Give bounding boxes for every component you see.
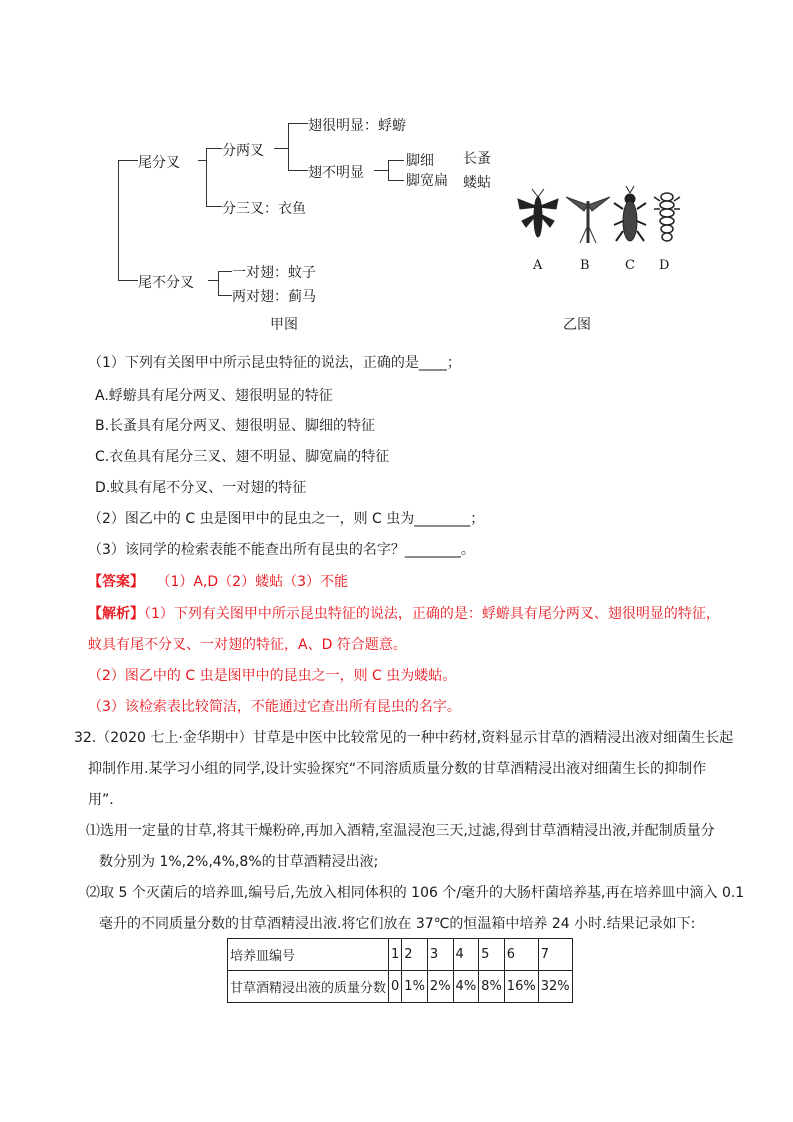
analysis-line-4: （3）该检索表比较简洁，不能通过它查出所有昆虫的名字。 xyxy=(88,699,461,715)
table-cell: 7 xyxy=(538,939,572,971)
analysis-line-1 xyxy=(88,603,720,623)
bracket-line xyxy=(388,160,404,161)
table-cell: 1 xyxy=(389,939,402,971)
table-cell: 0 xyxy=(389,971,402,1003)
key-three-fork: 分三叉：衣鱼 xyxy=(222,201,306,217)
key-result-wide: 蝼蛄 xyxy=(463,175,491,191)
q32-step-2b: 毫升的不同质量分数的甘草酒精浸出液.将它们放在 37℃的恒温箱中培养 24 小时.结果记录如下: xyxy=(99,916,696,932)
bracket-line xyxy=(388,180,404,181)
q32-step-2a: ⑵取 5 个灭菌后的培养皿,编号后,先放入相同体积的 106 个/毫升的大肠杆菌培养基,再在培养皿中滴入 0.1 xyxy=(86,885,745,901)
bracket-line xyxy=(288,170,308,171)
insect-a-icon xyxy=(518,189,558,237)
table-row xyxy=(228,939,573,971)
bracket-line xyxy=(206,148,207,206)
dichotomous-key xyxy=(0,0,793,340)
option-b: B.长蚤具有尾分两叉、翅很明显、脚细的特征 xyxy=(95,418,376,434)
table-header-cell: 培养皿编号 xyxy=(228,939,389,971)
table-cell: 4% xyxy=(453,971,479,1003)
table-cell: 16% xyxy=(504,971,538,1003)
caption-yi: 乙图 xyxy=(563,317,591,333)
analysis-line-2: 蚊具有尾不分叉、一对翅的特征，A、D 符合题意。 xyxy=(88,637,407,653)
bracket-line xyxy=(206,206,222,207)
table-cell: 4 xyxy=(453,939,479,971)
bracket-line xyxy=(218,271,232,272)
answer-line xyxy=(88,571,348,591)
table-cell: 8% xyxy=(479,971,505,1003)
q32-line-2: 抑制作用.某学习小组的同学,设计实验探究“不同溶质质量分数的甘草酒精浸出液对细菌生长的抑制作 xyxy=(88,761,707,777)
table-row xyxy=(228,971,573,1003)
table-header-cell: 甘草酒精浸出液的质量分数 xyxy=(228,971,389,1003)
question-2: （2）图乙中的 C 虫是图甲中的昆虫之一，则 C 虫为________； xyxy=(88,511,485,527)
insect-d-icon xyxy=(654,193,680,241)
option-a: A.蜉蝣具有尾分两叉、翅很明显的特征 xyxy=(95,388,333,404)
key-two-fork: 分两叉 xyxy=(222,143,264,159)
insect-label-b: B xyxy=(580,258,590,273)
insect-label-d: D xyxy=(659,258,670,273)
key-tail-fork: 尾分叉 xyxy=(138,155,180,171)
answer-label: 【答案】 xyxy=(88,574,144,590)
table-cell: 2 xyxy=(402,939,428,971)
bracket-line xyxy=(206,148,222,149)
option-d: D.蚊具有尾不分叉、一对翅的特征 xyxy=(95,480,307,496)
q32-line-3: 用”. xyxy=(88,792,114,808)
table-cell: 1% xyxy=(402,971,428,1003)
key-thin-legs: 脚细 xyxy=(406,153,434,169)
results-table xyxy=(227,938,573,1003)
bracket-line xyxy=(288,123,308,124)
q32-step-1a: ⑴选用一定量的甘草,将其干燥粉碎,再加入酒精,室温浸泡三天,过滤,得到甘草酒精浸出液,并配制质量分 xyxy=(86,823,715,839)
q32-line-1: 32.（2020 七上·金华期中）甘草是中医中比较常见的一种中药材,资料显示甘草的酒精浸出液对细菌生长起 xyxy=(74,730,734,746)
key-no-fork: 尾不分叉 xyxy=(138,275,194,291)
bracket-line xyxy=(198,160,206,161)
option-c: C.衣鱼具有尾分三叉、翅不明显、脚宽扁的特征 xyxy=(95,449,390,465)
q32-step-1b: 数分别为 1%,2%,4%,8%的甘草酒精浸出液; xyxy=(99,854,379,870)
key-wide-legs: 脚宽扁 xyxy=(406,173,448,189)
bracket-line xyxy=(118,280,138,281)
bracket-line xyxy=(218,295,232,296)
table-cell: 6 xyxy=(504,939,538,971)
key-two-pair: 两对翅：蓟马 xyxy=(232,289,316,305)
key-one-pair: 一对翅：蚊子 xyxy=(232,265,316,281)
insect-c-icon xyxy=(614,186,646,241)
key-wings-clear: 翅很明显：蜉蝣 xyxy=(308,118,406,134)
bracket-line xyxy=(274,148,288,149)
bracket-line xyxy=(388,160,389,180)
analysis-line-3: （2）图乙中的 C 虫是图甲中的昆虫之一，则 C 虫为蝼蛄。 xyxy=(88,668,457,684)
insect-b-icon xyxy=(566,197,610,243)
answer-text: （1）A,D（2）蝼蛄（3）不能 xyxy=(156,574,348,590)
key-result-thin: 长蚤 xyxy=(463,151,491,167)
caption-jia: 甲图 xyxy=(270,317,298,333)
insect-label-c: C xyxy=(625,258,635,273)
bracket-line xyxy=(118,160,119,280)
question-1: （1）下列有关图甲中所示昆虫特征的说法，正确的是____； xyxy=(88,355,461,371)
table-cell: 3 xyxy=(427,939,453,971)
insect-label-a: A xyxy=(533,258,543,273)
bracket-line xyxy=(374,170,388,171)
bracket-line xyxy=(118,160,138,161)
analysis-label: 【解析】 xyxy=(88,606,144,622)
question-3: （3）该同学的检索表能不能查出所有昆虫的名字？________。 xyxy=(88,542,475,558)
table-cell: 5 xyxy=(479,939,505,971)
key-wings-unclear: 翅不明显 xyxy=(308,165,364,181)
table-cell: 2% xyxy=(427,971,453,1003)
bracket-line xyxy=(208,280,218,281)
table-cell: 32% xyxy=(538,971,572,1003)
insect-figure xyxy=(510,185,690,255)
analysis-text-1: （1）下列有关图甲中所示昆虫特征的说法，正确的是：蜉蝣具有尾分两叉、翅很明显的特征， xyxy=(144,606,720,622)
bracket-line xyxy=(218,271,219,295)
bracket-line xyxy=(288,123,289,170)
